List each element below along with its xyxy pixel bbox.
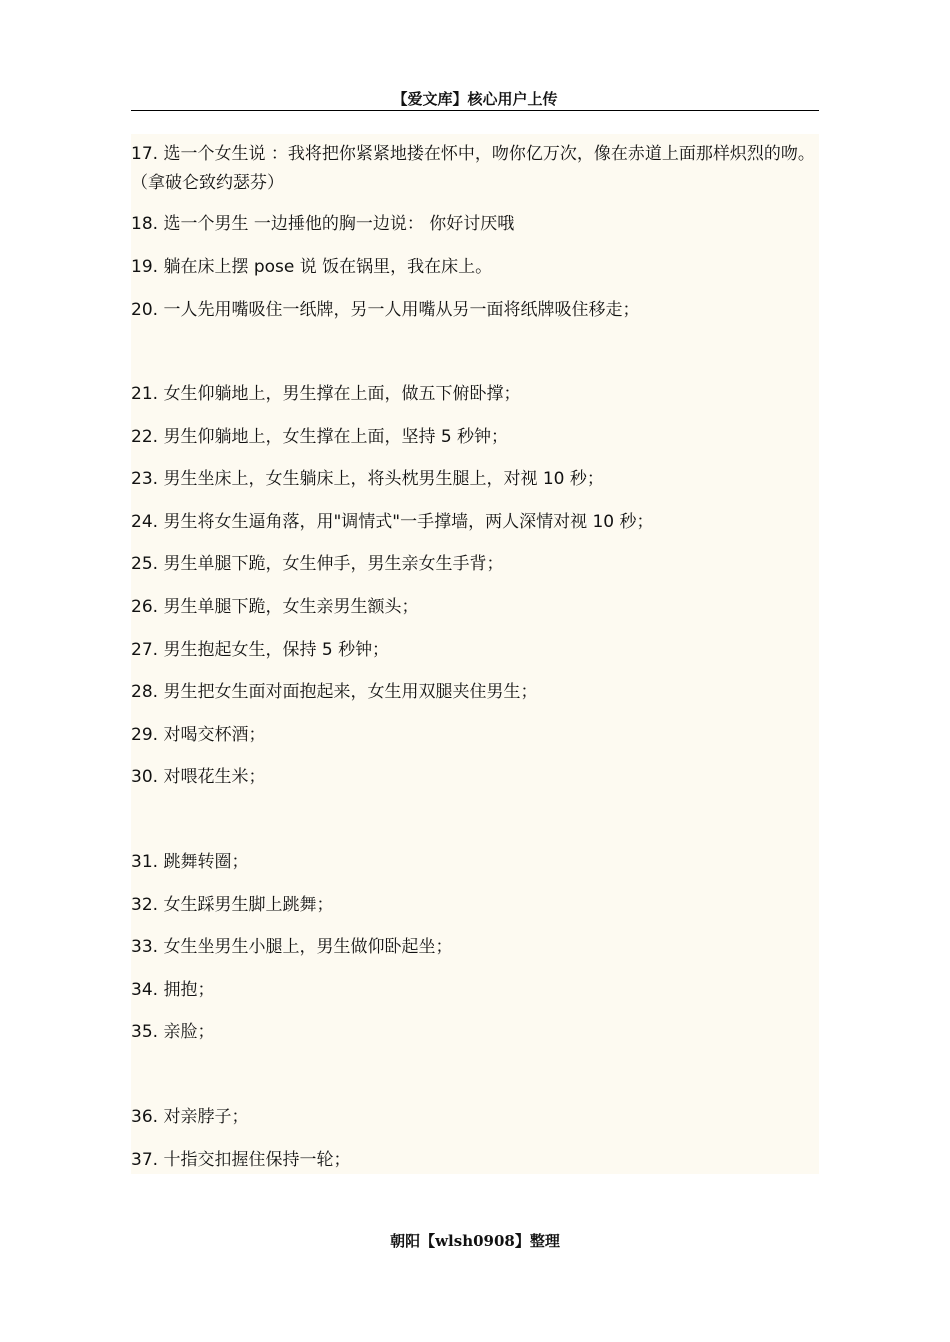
list-item: 36. 对亲脖子；: [131, 1107, 249, 1127]
list-item: 30. 对喂花生米；: [131, 767, 266, 787]
list-item: 32. 女生踩男生脚上跳舞；: [131, 895, 334, 915]
list-item: 21. 女生仰躺地上，男生撑在上面，做五下俯卧撑；: [131, 384, 521, 404]
list-item: 29. 对喝交杯酒；: [131, 725, 266, 745]
list-item: 35. 亲脸；: [131, 1022, 215, 1042]
list-item: 24. 男生将女生逼角落，用"调情式"一手撑墙，两人深情对视 10 秒；: [131, 512, 654, 532]
list-item: 18. 选一个男生 一边捶他的胸一边说： 你好讨厌哦: [131, 214, 515, 234]
list-item: 26. 男生单腿下跪，女生亲男生额头；: [131, 597, 419, 617]
list-item: 22. 男生仰躺地上，女生撑在上面，坚持 5 秒钟；: [131, 427, 509, 447]
list-item: 34. 拥抱；: [131, 980, 215, 1000]
list-item: 25. 男生单腿下跪，女生伸手，男生亲女生手背；: [131, 554, 504, 574]
list-item: 27. 男生抱起女生，保持 5 秒钟；: [131, 640, 390, 660]
document-body: [131, 134, 819, 1174]
list-item: 23. 男生坐床上，女生躺床上，将头枕男生腿上，对视 10 秒；: [131, 469, 604, 489]
list-item: 31. 跳舞转圈；: [131, 852, 249, 872]
page-footer: 朝阳【wlsh0908】整理: [390, 1232, 560, 1250]
list-item: 33. 女生坐男生小腿上，男生做仰卧起坐；: [131, 937, 453, 957]
list-item: 28. 男生把女生面对面抱起来，女生用双腿夹住男生；: [131, 682, 538, 702]
page-header: 【爱文库】核心用户上传: [392, 90, 558, 108]
list-item: 17. 选一个女生说 ：我将把你紧紧地搂在怀中，吻你亿万次，像在赤道上面那样炽烈的吻。（拿破仑致约瑟芬）: [131, 144, 815, 193]
list-item: 19. 躺在床上摆 pose 说 饭在锅里，我在床上。: [131, 257, 493, 277]
header-divider: [131, 110, 819, 111]
list-item: 20. 一人先用嘴吸住一纸牌，另一人用嘴从另一面将纸牌吸住移走；: [131, 300, 640, 320]
list-item: 37. 十指交扣握住保持一轮；: [131, 1150, 351, 1170]
